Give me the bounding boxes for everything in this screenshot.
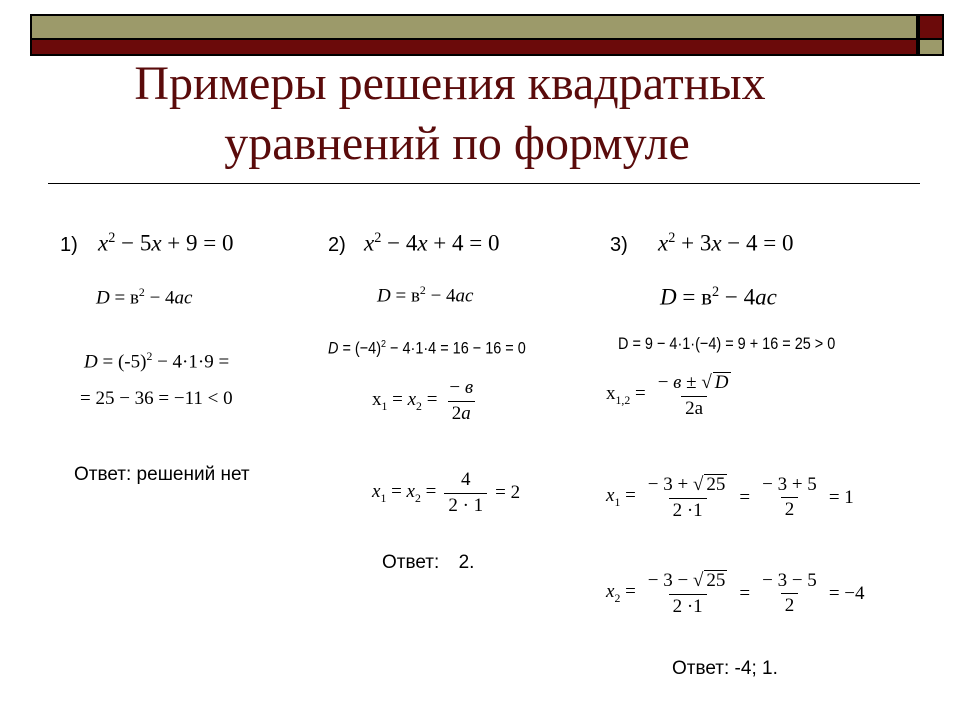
example-3-root-1: $x_1$ = $\frac{- 3 + √ 25}{2 \cdot 1}$ = $\frac{- 3 + 5}{2}$ = 1 bbox=[606, 473, 854, 521]
example-2-answer bbox=[382, 552, 474, 574]
example-2-number: 2) bbox=[328, 234, 346, 256]
example-1-formula: $D = в^2 - 4ac$ bbox=[96, 286, 193, 309]
fraction: $\frac{4}{2 \cdot 1}$ bbox=[444, 470, 487, 517]
example-3-number: 3) bbox=[610, 234, 628, 256]
example-3-roots-formula: $x_{1,2}$ = $\frac{- в \pm √ D}{2a}$ bbox=[606, 372, 738, 420]
example-2-roots-calc: $x_1 = x_2$ = $\frac{4}{2 \cdot 1}$ = 2 bbox=[372, 469, 521, 516]
example-3-equation: $x^2 + 3x - 4 = 0$ bbox=[658, 230, 794, 256]
example-2-formula: $D = в^2 - 4ac$ bbox=[377, 284, 474, 307]
example-1-discriminant-line-2: = 25 − 36 = −11 < 0 bbox=[80, 388, 233, 409]
fraction: $\frac{- 3 - 5}{2}$ bbox=[762, 569, 817, 617]
example-2-discriminant: $D = (-4)^2 - 4\cdot 1\cdot 4 = 16 - 16 = 0$ bbox=[328, 338, 526, 358]
example-3-discriminant: D = 9 − 4·1·(−4) = 9 + 16 = 25 > 0 bbox=[618, 334, 836, 353]
header-bar-top bbox=[30, 14, 918, 40]
fraction: $\frac{- в}{2a}$ bbox=[449, 377, 474, 424]
example-2-roots-formula: $x_1 = x_2$ = $\frac{- в}{2a}$ bbox=[372, 378, 480, 425]
example-1-equation: $x^2 - 5x + 9 = 0$ bbox=[98, 230, 234, 256]
example-1-discriminant-line-1: $D = (-5)^2 - 4\cdot 1\cdot 9$ = bbox=[84, 350, 230, 373]
title-line-1: Примеры решения квадратных bbox=[134, 57, 766, 110]
corner-square-top bbox=[918, 14, 944, 40]
example-3-answer: Ответ: -4; 1. bbox=[672, 658, 778, 679]
example-3-root-2: $x_2$ = $\frac{- 3 - √ 25}{2 \cdot 1}$ = $\frac{- 3 - 5}{2}$ = −4 bbox=[606, 569, 865, 617]
fraction: $\frac{- в \pm √ D}{2a}$ bbox=[657, 372, 729, 419]
fraction: $\frac{- 3 - √ 25}{2 \cdot 1}$ bbox=[647, 570, 726, 617]
title-line-2: уравнений по формуле bbox=[224, 117, 690, 170]
example-2-answer-label: Ответ: bbox=[382, 552, 440, 573]
title-underline bbox=[48, 183, 920, 184]
example-1-number: 1) bbox=[60, 234, 78, 256]
example-1-answer: Ответ: решений нет bbox=[74, 464, 250, 485]
example-2-answer-value: 2. bbox=[458, 552, 475, 573]
slide-title bbox=[40, 54, 860, 174]
corner-square-bottom bbox=[918, 38, 944, 56]
fraction: $\frac{- 3 + √ 25}{2 \cdot 1}$ bbox=[647, 474, 726, 521]
fraction: $\frac{- 3 + 5}{2}$ bbox=[762, 473, 817, 521]
example-2-equation: $x^2 - 4x + 4 = 0$ bbox=[364, 230, 500, 256]
example-3-formula: $D = в^2 - 4ac$ bbox=[660, 284, 777, 310]
